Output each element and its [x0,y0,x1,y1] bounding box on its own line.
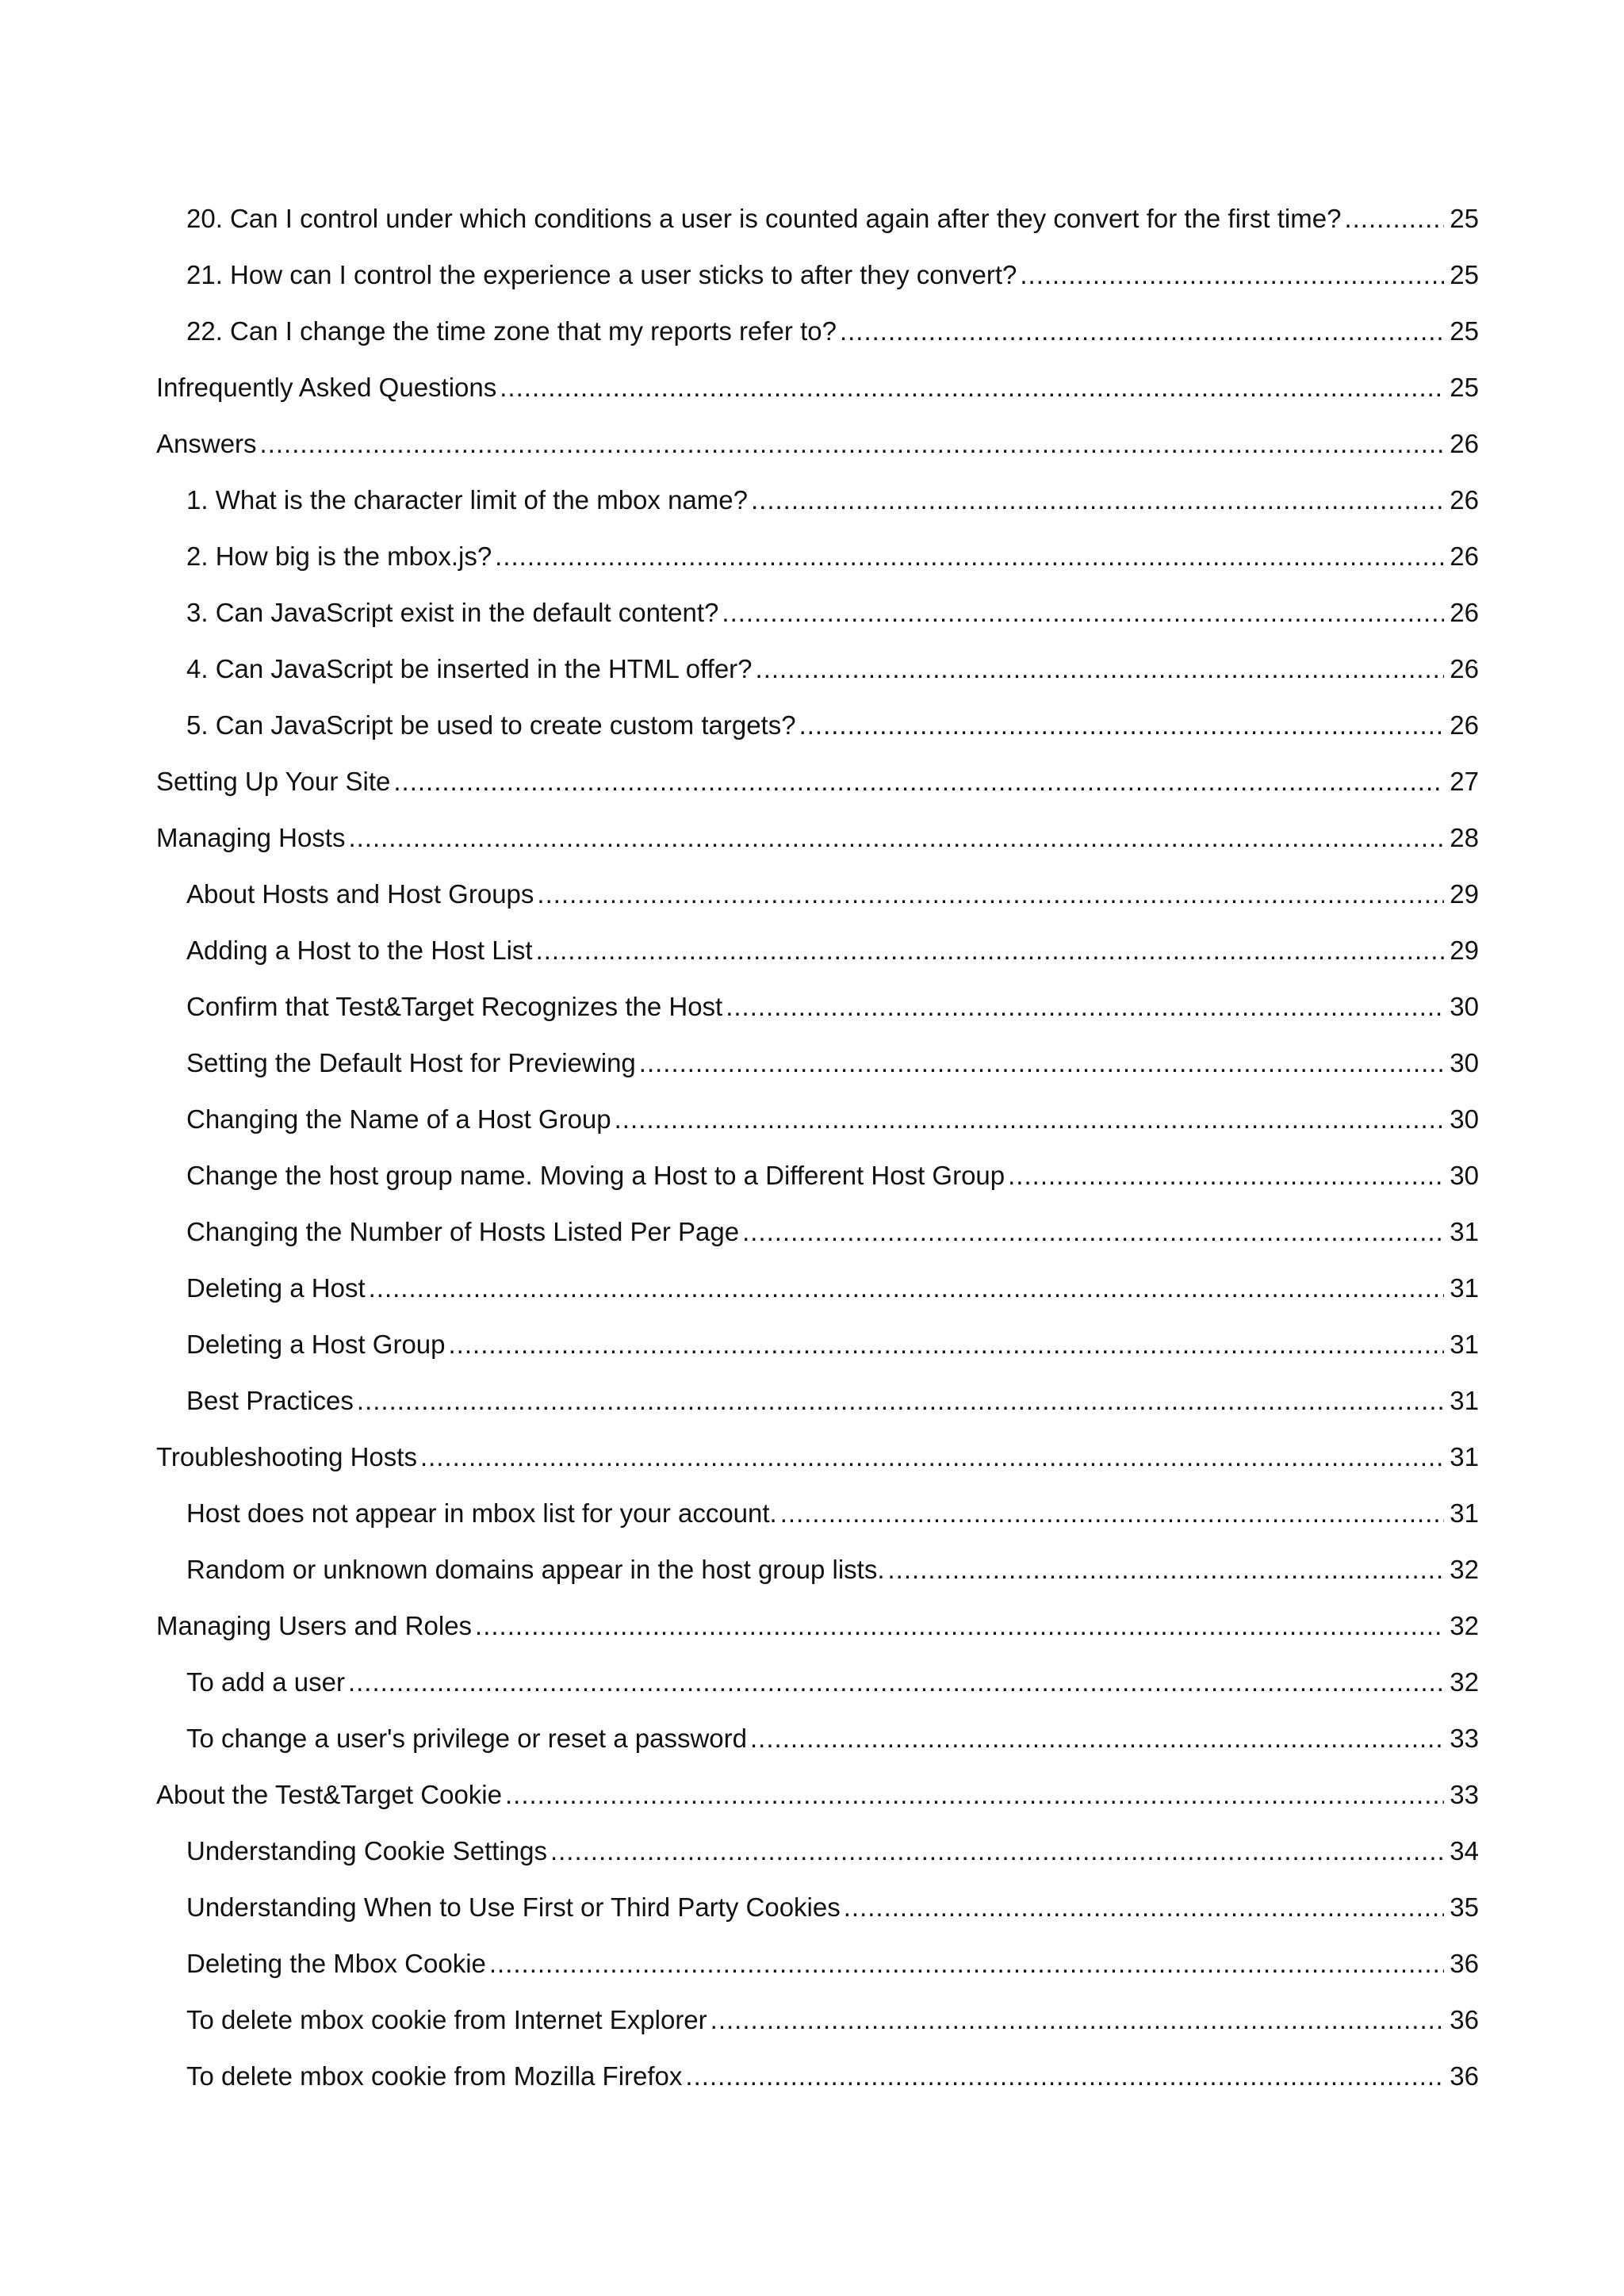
toc-entry-title: Changing the Number of Hosts Listed Per Page [186,1217,740,1246]
toc-dot-leader [844,1879,1444,1935]
toc-dot-leader [550,1823,1444,1879]
toc-entry-title: To change a user's privilege or reset a password [186,1724,748,1753]
toc-entry-title: Random or unknown domains appear in the host group lists. [186,1555,885,1584]
toc-dot-leader [500,359,1444,415]
toc-entry[interactable] [156,809,1479,866]
toc-entry-title: Managing Hosts [156,823,346,852]
toc-entry[interactable] [156,697,1479,753]
toc-dot-leader [799,697,1444,753]
toc-dot-leader [449,1316,1444,1372]
toc-entry-page-number: 26 [1450,429,1479,458]
toc-entry-page-number: 27 [1450,767,1479,796]
toc-dot-leader [615,1091,1444,1147]
toc-entry-page-number: 30 [1450,1161,1479,1190]
toc-entry-title: Deleting the Mbox Cookie [186,1949,486,1978]
toc-entry-title: 1. What is the character limit of the mbox name? [186,485,748,515]
toc-entry[interactable] [156,359,1479,415]
toc-entry[interactable] [156,1485,1479,1541]
toc-dot-leader [393,753,1444,809]
toc-entry-title: Confirm that Test&Target Recognizes the Host [186,992,723,1021]
toc-entry[interactable] [156,753,1479,809]
toc-entry-title: About the Test&Target Cookie [156,1780,502,1809]
toc-entry-title: 20. Can I control under which conditions a user is counted again after they convert for the first time? [186,204,1342,233]
toc-dot-leader [505,1766,1444,1823]
toc-entry-page-number: 32 [1450,1611,1479,1640]
toc-dot-leader [357,1372,1444,1429]
toc-entry-title: Understanding When to Use First or Third Party Cookies [186,1892,841,1922]
toc-entry[interactable] [156,2048,1479,2104]
toc-entry[interactable] [156,1260,1479,1316]
toc-entry-page-number: 25 [1450,260,1479,289]
toc-entry-page-number: 26 [1450,541,1479,571]
toc-entry[interactable] [156,1372,1479,1429]
toc-dot-leader [756,641,1444,697]
toc-entry[interactable] [156,1035,1479,1091]
toc-entry-title: To delete mbox cookie from Internet Explorer [186,2005,707,2034]
toc-entry-page-number: 30 [1450,1048,1479,1077]
toc-entry[interactable] [156,1598,1479,1654]
toc-dot-leader [710,1992,1444,2048]
toc-entry[interactable] [156,303,1479,359]
toc-entry[interactable] [156,922,1479,978]
toc-entry[interactable] [156,1091,1479,1147]
toc-entry-page-number: 30 [1450,1104,1479,1134]
toc-entry-page-number: 36 [1450,2005,1479,2034]
toc-entry-title: Setting Up Your Site [156,767,391,796]
toc-entry-page-number: 25 [1450,204,1479,233]
toc-entry-title: 3. Can JavaScript exist in the default content? [186,598,719,627]
toc-entry-title: Deleting a Host [186,1273,366,1303]
toc-dot-leader [348,809,1444,866]
toc-entry-page-number: 28 [1450,823,1479,852]
toc-entry-page-number: 36 [1450,1949,1479,1978]
toc-entry[interactable] [156,1203,1479,1260]
toc-entry-title: To delete mbox cookie from Mozilla Firefox [186,2061,683,2091]
toc-dot-leader [639,1035,1444,1091]
toc-dot-leader [420,1429,1444,1485]
toc-entry-page-number: 32 [1450,1555,1479,1584]
toc-entry-title: 5. Can JavaScript be used to create custom targets? [186,710,796,740]
toc-entry[interactable] [156,978,1479,1035]
toc-entry-title: Answers [156,429,257,458]
toc-dot-leader [888,1541,1444,1598]
toc-entry-page-number: 30 [1450,992,1479,1021]
toc-dot-leader [489,1935,1444,1992]
toc-entry-title: Best Practices [186,1386,354,1415]
toc-entry[interactable] [156,1316,1479,1372]
toc-entry-page-number: 34 [1450,1836,1479,1866]
toc-entry-title: 4. Can JavaScript be inserted in the HTML offer? [186,654,753,683]
toc-entry[interactable] [156,1541,1479,1598]
toc-dot-leader [726,978,1444,1035]
toc-entry[interactable] [156,1766,1479,1823]
toc-entry[interactable] [156,866,1479,922]
toc-entry-title: Host does not appear in mbox list for your account. [186,1498,777,1528]
toc-entry-title: Deleting a Host Group [186,1330,446,1359]
toc-entry-page-number: 29 [1450,879,1479,909]
toc-entry-page-number: 31 [1450,1273,1479,1303]
toc-entry-title: Troubleshooting Hosts [156,1442,417,1471]
toc-entry-page-number: 33 [1450,1780,1479,1809]
toc-entry-page-number: 31 [1450,1442,1479,1471]
toc-entry[interactable] [156,1429,1479,1485]
toc-entry-page-number: 31 [1450,1330,1479,1359]
toc-dot-leader [685,2048,1444,2104]
toc-entry-title: Adding a Host to the Host List [186,936,533,965]
toc-entry[interactable] [156,415,1479,472]
toc-entry[interactable] [156,1710,1479,1766]
toc-dot-leader [742,1203,1444,1260]
toc-entry[interactable] [156,1992,1479,2048]
toc-entry[interactable] [156,584,1479,641]
toc-dot-leader [260,415,1444,472]
toc-entry-page-number: 25 [1450,373,1479,402]
toc-entry-page-number: 26 [1450,654,1479,683]
toc-entry-page-number: 33 [1450,1724,1479,1753]
toc-entry-title: Infrequently Asked Questions [156,373,497,402]
toc-dot-leader [495,528,1444,584]
toc-entry-page-number: 25 [1450,316,1479,346]
toc-entry-title: 2. How big is the mbox.js? [186,541,492,571]
toc-entry-page-number: 31 [1450,1386,1479,1415]
toc-dot-leader [537,866,1444,922]
toc-entry-title: 22. Can I change the time zone that my reports refer to? [186,316,837,346]
toc-entry-page-number: 31 [1450,1498,1479,1528]
toc-entry-page-number: 31 [1450,1217,1479,1246]
toc-entry-page-number: 32 [1450,1667,1479,1697]
toc-entry-page-number: 26 [1450,598,1479,627]
toc-entry[interactable] [156,1823,1479,1879]
toc-entry[interactable] [156,190,1479,247]
toc-dot-leader [1008,1147,1444,1203]
toc-entry[interactable] [156,1935,1479,1992]
toc-entry-page-number: 26 [1450,710,1479,740]
toc-entry-page-number: 26 [1450,485,1479,515]
toc-entry[interactable] [156,641,1479,697]
toc-entry-page-number: 35 [1450,1892,1479,1922]
toc-entry-page-number: 36 [1450,2061,1479,2091]
toc-entry[interactable] [156,472,1479,528]
toc-dot-leader [369,1260,1444,1316]
toc-entry-title: Changing the Name of a Host Group [186,1104,611,1134]
toc-dot-leader [536,922,1444,978]
table-of-contents [156,190,1479,2104]
toc-dot-leader [751,472,1444,528]
toc-entry-title: Setting the Default Host for Previewing [186,1048,636,1077]
toc-entry-title: Managing Users and Roles [156,1611,473,1640]
toc-entry[interactable] [156,1879,1479,1935]
toc-entry[interactable] [156,1147,1479,1203]
toc-entry-title: About Hosts and Host Groups [186,879,534,909]
toc-dot-leader [722,584,1444,641]
toc-entry[interactable] [156,1654,1479,1710]
toc-entry-title: To add a user [186,1667,345,1697]
toc-entry-title: Understanding Cookie Settings [186,1836,547,1866]
toc-dot-leader [348,1654,1444,1710]
toc-dot-leader [1020,247,1444,303]
toc-entry[interactable] [156,528,1479,584]
toc-entry-page-number: 29 [1450,936,1479,965]
toc-entry-title: Change the host group name. Moving a Host to a Different Host Group [186,1161,1005,1190]
toc-dot-leader [1344,190,1444,247]
toc-entry[interactable] [156,247,1479,303]
toc-entry-title: 21. How can I control the experience a user sticks to after they convert? [186,260,1017,289]
toc-dot-leader [475,1598,1444,1654]
toc-dot-leader [750,1710,1444,1766]
toc-dot-leader [840,303,1444,359]
toc-dot-leader [780,1485,1444,1541]
